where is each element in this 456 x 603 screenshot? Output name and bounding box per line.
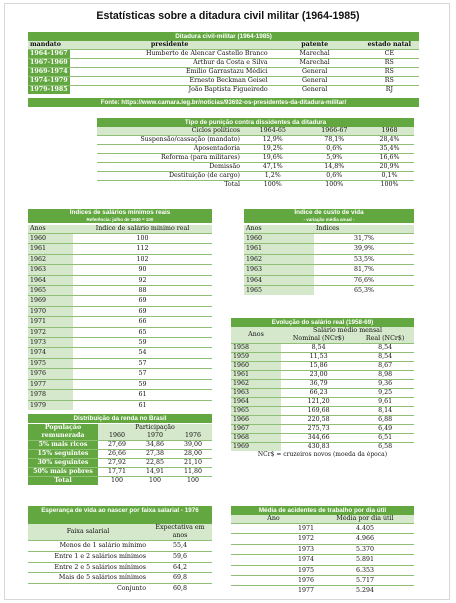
accidents-year-cell: 1971 (231, 524, 316, 534)
income-cell: 100 (174, 477, 212, 486)
punishment-cell: 5,9% (304, 154, 366, 163)
presidents-cell: RJ (360, 86, 419, 95)
real-salary-note: NCr$ = cruzeiros novos (moeda da época) (257, 451, 388, 458)
wage-index-value-cell: 100 (73, 234, 212, 244)
income-row (28, 450, 212, 459)
wage-index-row (28, 265, 212, 275)
life-band-title: Esperança de vida ao nascer por faixa salarial - 1976 (41, 507, 199, 514)
real-salary-year-cell: 1960 (231, 362, 281, 371)
life-header-row (28, 524, 212, 541)
wage-index-value-cell: 61 (73, 390, 212, 400)
real-salary-header-cell: Anos (231, 327, 281, 344)
income-row (28, 477, 212, 486)
life-value-cell: 69,8 (148, 573, 212, 584)
punishment-cell: 100% (365, 181, 414, 190)
presidents-row (28, 59, 419, 68)
income-cell: 26,66 (98, 450, 136, 459)
real-salary-nominal-cell: 8,54 (281, 344, 356, 353)
real-salary-year-cell: 1969 (231, 443, 281, 452)
real-salary-nominal-cell: 23,00 (281, 371, 356, 380)
real-salary-year-cell: 1959 (231, 353, 281, 362)
real-salary-real-cell: 8,54 (356, 353, 414, 362)
wage-index-row (28, 327, 212, 337)
cost-of-living-row (244, 254, 414, 264)
wage-index-year-cell: 1975 (28, 358, 73, 368)
wage-index-year-cell: 1961 (28, 244, 73, 254)
wage-index-row (28, 244, 212, 254)
life-value-cell: 55,4 (148, 541, 212, 552)
wage-index-row (28, 317, 212, 327)
cost-of-living-value-cell: 76,6% (314, 275, 414, 285)
wage-index-year-cell: 1969 (28, 296, 73, 306)
real-salary-row (231, 380, 414, 389)
real-salary-real-cell: 9,36 (356, 380, 414, 389)
cost-of-living-year-cell: 1961 (244, 244, 314, 254)
punishment-cell: 16,6% (365, 154, 414, 163)
real-salary-year-cell: 1965 (231, 407, 281, 416)
real-salary-row (231, 389, 414, 398)
life-row (28, 541, 212, 552)
wage-index-year-cell: 1965 (28, 286, 73, 296)
wage-index-header-row (28, 225, 212, 234)
real-salary-nominal-cell: 36,79 (281, 380, 356, 389)
wage-index-row (28, 286, 212, 296)
presidents-row (28, 68, 419, 77)
presidents-header-cell: patente (270, 41, 360, 50)
cost-of-living-row (244, 244, 414, 254)
life-range-cell: Entre 1 e 2 salários mínimos (28, 551, 148, 562)
income-band: Distribuição da renda no Brasil (28, 414, 212, 423)
income-cell: 50% mais pobres (28, 468, 98, 477)
presidents-cell: RS (360, 68, 419, 77)
income-table (28, 424, 212, 485)
presidents-row (28, 86, 419, 95)
income-cell: 30% seguintes (28, 459, 98, 468)
cost-of-living-year-cell: 1962 (244, 254, 314, 264)
wage-index-year-cell: 1971 (28, 317, 73, 327)
accidents-value-cell: 5.370 (316, 544, 414, 554)
cost-of-living-year-cell: 1960 (244, 234, 314, 244)
presidents-cell: General (270, 68, 360, 77)
wage-index-row (28, 369, 212, 379)
wage-index-value-cell: 112 (73, 244, 212, 254)
presidents-source: Fonte: https://www.camara.leg.br/noticias/93692-os-presidentes-da-ditadura-militar/ (28, 98, 419, 107)
punishment-cell: 35,4% (365, 145, 414, 154)
cost-of-living-year-cell: 1964 (244, 275, 314, 285)
cost-of-living-subband: - variação média anual - (244, 217, 414, 223)
income-cell: 14,91 (136, 468, 174, 477)
real-salary-year-cell: 1958 (231, 344, 281, 353)
real-salary-header-row (231, 327, 414, 335)
presidents-cell: RS (360, 77, 419, 86)
accidents-value-cell: 5.717 (316, 576, 414, 586)
cost-of-living-header-cell: Índices (314, 225, 414, 234)
cost-of-living-value-cell: 81,7% (314, 265, 414, 275)
real-salary-real-cell: 8,67 (356, 362, 414, 371)
real-salary-row (231, 416, 414, 425)
wage-index-row (28, 275, 212, 285)
accidents-row (231, 555, 414, 565)
life-range-cell: Mais de 5 salários mínimos (28, 573, 148, 584)
presidents-row (28, 77, 419, 86)
accidents-table (231, 515, 414, 596)
cost-of-living-value-cell: 39,9% (314, 244, 414, 254)
wage-index-band: Índices de salários mínimos reais (28, 209, 212, 217)
accidents-value-cell: 6.353 (316, 565, 414, 575)
presidents-cell: General (270, 77, 360, 86)
presidents-header-cell: estado natal (360, 41, 419, 50)
cost-of-living-value-cell: 31,7% (314, 234, 414, 244)
accidents-band: Média de acidentes de trabalho por dia útil (231, 506, 414, 515)
income-year-header: 1976 (174, 432, 212, 441)
presidents-header-cell: presidente (70, 41, 270, 50)
income-cell: 100 (98, 477, 136, 486)
accidents-header-cell: Média por dia útil (316, 515, 414, 524)
presidents-cell: Marechal (270, 50, 360, 59)
real-salary-nominal-cell: 220,58 (281, 416, 356, 425)
life-value-cell: 60,8 (148, 584, 212, 594)
presidents-cell: Ernesto Beckman Geisel (70, 77, 270, 86)
accidents-row (231, 544, 414, 554)
cost-of-living-value-cell: 65,3% (314, 286, 414, 296)
real-salary-real-cell: 6,51 (356, 434, 414, 443)
income-cell: 27,38 (136, 450, 174, 459)
accidents-header-row (231, 515, 414, 524)
real-salary-header-cell: Salário médio mensal (281, 327, 414, 335)
real-salary-subheader-cell: Real (NCr$) (356, 335, 414, 344)
accidents-value-cell: 4.966 (316, 534, 414, 544)
life-range-cell: Menos de 1 salário mínimo (28, 541, 148, 552)
life-row (28, 551, 212, 562)
income-population-header: População remunerada (28, 424, 98, 441)
real-salary-real-cell: 6,88 (356, 416, 414, 425)
income-year-header: 1970 (136, 432, 174, 441)
accidents-value-cell: 5.294 (316, 586, 414, 596)
cost-of-living-row (244, 275, 414, 285)
wage-index-value-cell: 66 (73, 317, 212, 327)
punishment-cell: 100% (242, 181, 304, 190)
real-salary-note-row (231, 451, 414, 459)
punishment-cell: 12,9% (242, 136, 304, 145)
wage-index-subband: Referência: julho de 1940 = 100 (28, 217, 212, 223)
presidents-header-cell: mandato (28, 41, 70, 50)
wage-index-value-cell: 54 (73, 348, 212, 358)
punishment-cell: Demissão (97, 163, 242, 172)
presidents-header-row (28, 41, 419, 50)
cost-of-living-header-row (244, 225, 414, 234)
cost-of-living-year-cell: 1965 (244, 286, 314, 296)
punishment-cell: 28,4% (365, 136, 414, 145)
presidents-cell: Arthur da Costa e Silva (70, 59, 270, 68)
punishment-header-cell: 1964-65 (242, 127, 304, 136)
cost-of-living-row (244, 265, 414, 275)
wage-index-row (28, 358, 212, 368)
real-salary-row (231, 371, 414, 380)
punishment-cell: 19,2% (242, 145, 304, 154)
wage-index-value-cell: 69 (73, 306, 212, 316)
income-cell: 22,85 (136, 459, 174, 468)
presidents-cell: 1979-1985 (30, 86, 68, 93)
income-cell: Total (28, 477, 98, 486)
presidents-cell: 1967-1969 (30, 59, 68, 66)
accidents-row (231, 534, 414, 544)
real-salary-year-cell: 1964 (231, 398, 281, 407)
punishment-header-cell: 1968 (365, 127, 414, 136)
income-row (28, 441, 212, 450)
wage-index-value-cell: 59 (73, 338, 212, 348)
wage-index-value-cell: 90 (73, 265, 212, 275)
real-salary-row (231, 398, 414, 407)
wage-index-table (28, 225, 212, 410)
punishment-header-row (97, 127, 414, 136)
punishment-header-cell: 1966-67 (304, 127, 366, 136)
punishment-band: Tipo de punição contra dissidentes da ditadura (97, 118, 414, 127)
income-cell: 27,92 (98, 459, 136, 468)
wage-index-year-cell: 1978 (28, 390, 73, 400)
cost-of-living-value-cell: 53,5% (314, 254, 414, 264)
wage-index-year-cell: 1962 (28, 254, 73, 264)
punishment-cell: 47,1% (242, 163, 304, 172)
income-cell: 21,10 (174, 459, 212, 468)
presidents-cell: João Baptista Figueiredo (70, 86, 270, 95)
accidents-year-cell: 1977 (231, 586, 316, 596)
wage-index-value-cell: 61 (73, 400, 212, 410)
real-salary-row (231, 434, 414, 443)
punishment-cell: Destituição (de cargo) (97, 172, 242, 181)
presidents-cell: RS (360, 59, 419, 68)
accidents-row (231, 524, 414, 534)
accidents-year-cell: 1972 (231, 534, 316, 544)
wage-index-row (28, 296, 212, 306)
real-salary-nominal-cell: 275,73 (281, 425, 356, 434)
income-cell: 34,86 (136, 441, 174, 450)
income-cell: 39,00 (174, 441, 212, 450)
punishment-cell: 14,8% (304, 163, 366, 172)
wage-index-value-cell: 102 (73, 254, 212, 264)
wage-index-row (28, 338, 212, 348)
presidents-cell: 1969-1974 (30, 68, 68, 75)
income-cell: 17,71 (98, 468, 136, 477)
punishment-row (97, 136, 414, 145)
real-salary-nominal-cell: 344,66 (281, 434, 356, 443)
punishment-cell: 20,9% (365, 163, 414, 172)
real-salary-year-cell: 1961 (231, 371, 281, 380)
wage-index-row (28, 234, 212, 244)
wage-index-year-cell: 1973 (28, 338, 73, 348)
wage-index-header-cell: Índice de salário mínimo real (73, 225, 212, 234)
life-value-cell: 64,2 (148, 562, 212, 573)
cost-of-living-row (244, 234, 414, 244)
income-header-row (28, 424, 212, 432)
wage-index-row (28, 379, 212, 389)
accidents-year-cell: 1975 (231, 565, 316, 575)
income-row (28, 459, 212, 468)
life-header-cell: Expectativa em anos (148, 524, 212, 541)
real-salary-row (231, 362, 414, 371)
wage-index-year-cell: 1972 (28, 327, 73, 337)
presidents-row (28, 50, 419, 59)
cost-of-living-band: Índice de custo de vida (244, 209, 414, 217)
presidents-cell: CE (360, 50, 419, 59)
wage-index-year-cell: 1977 (28, 379, 73, 389)
income-year-header: 1960 (98, 432, 136, 441)
real-salary-table (231, 327, 414, 459)
punishment-cell: Total (97, 181, 242, 190)
punishment-cell: Reforma (para militares) (97, 154, 242, 163)
punishment-table (97, 127, 414, 189)
income-cell: 15% seguintes (28, 450, 98, 459)
wage-index-year-cell: 1960 (28, 234, 73, 244)
presidents-cell: General (270, 86, 360, 95)
real-salary-row (231, 443, 414, 452)
real-salary-nominal-cell: 121,20 (281, 398, 356, 407)
cost-of-living-row (244, 286, 414, 296)
real-salary-real-cell: 9,61 (356, 398, 414, 407)
real-salary-year-cell: 1962 (231, 380, 281, 389)
punishment-row (97, 163, 414, 172)
real-salary-real-cell: 6,49 (356, 425, 414, 434)
punishment-row (97, 172, 414, 181)
real-salary-row (231, 353, 414, 362)
presidents-table (28, 41, 419, 94)
wage-index-year-cell: 1976 (28, 369, 73, 379)
presidents-cell: Humberto de Alencar Castello Branco (70, 50, 270, 59)
wage-index-value-cell: 88 (73, 286, 212, 296)
accidents-value-cell: 4.405 (316, 524, 414, 534)
punishment-cell: 0,6% (304, 172, 366, 181)
income-participation-header: Participação (98, 424, 212, 432)
wage-index-value-cell: 59 (73, 379, 212, 389)
income-cell: 11,80 (174, 468, 212, 477)
accidents-header-cell: Ano (231, 515, 316, 524)
wage-index-row (28, 390, 212, 400)
punishment-row (97, 145, 414, 154)
real-salary-real-cell: 8,54 (356, 344, 414, 353)
accidents-year-cell: 1976 (231, 576, 316, 586)
real-salary-row (231, 344, 414, 353)
life-range-cell: Conjunto (28, 584, 148, 594)
real-salary-row (231, 407, 414, 416)
real-salary-real-cell: 8,98 (356, 371, 414, 380)
real-salary-subheader-cell: Nominal (NCr$) (281, 335, 356, 344)
wage-index-value-cell: 57 (73, 369, 212, 379)
punishment-cell: 19,6% (242, 154, 304, 163)
life-range-cell: Entre 2 e 5 salários mínimos (28, 562, 148, 573)
presidents-cell: 1974-1979 (30, 77, 68, 84)
real-salary-nominal-cell: 66,23 (281, 389, 356, 398)
wage-index-year-cell: 1970 (28, 306, 73, 316)
real-salary-nominal-cell: 169,68 (281, 407, 356, 416)
punishment-cell: Aposentadoria (97, 145, 242, 154)
real-salary-real-cell: 8,14 (356, 407, 414, 416)
presidents-cell: 1964-1967 (30, 50, 68, 57)
punishment-cell: 1,2% (242, 172, 304, 181)
real-salary-nominal-cell: 11,53 (281, 353, 356, 362)
punishment-header-cell: Ciclos políticos (97, 127, 242, 136)
life-expectancy-table (28, 524, 212, 594)
punishment-cell: 78,1% (304, 136, 366, 145)
real-salary-year-cell: 1967 (231, 425, 281, 434)
cost-of-living-header-cell: Anos (244, 225, 314, 234)
real-salary-real-cell: 6,58 (356, 443, 414, 452)
accidents-row (231, 586, 414, 596)
punishment-cell: 100% (304, 181, 366, 190)
wage-index-value-cell: 92 (73, 275, 212, 285)
income-cell: 5% mais ricos (28, 441, 98, 450)
punishment-cell: 0,1% (365, 172, 414, 181)
income-row (28, 468, 212, 477)
accidents-value-cell: 5.891 (316, 555, 414, 565)
wage-index-row (28, 400, 212, 410)
wage-index-row (28, 254, 212, 264)
income-cell: 100 (136, 477, 174, 486)
real-salary-band: Evolução do salário real (1958-69) (231, 318, 414, 327)
accidents-row (231, 565, 414, 575)
wage-index-year-cell: 1963 (28, 265, 73, 275)
life-band (28, 506, 212, 524)
real-salary-nominal-cell: 15,86 (281, 362, 356, 371)
punishment-cell: Suspensão/cassação (mandato) (97, 136, 242, 145)
wage-index-value-cell: 65 (73, 327, 212, 337)
presidents-band: Ditadura civil-militar (1964-1985) (28, 32, 419, 41)
real-salary-real-cell: 9,25 (356, 389, 414, 398)
punishment-row (97, 181, 414, 190)
real-salary-year-cell: 1963 (231, 389, 281, 398)
real-salary-year-cell: 1968 (231, 434, 281, 443)
real-salary-year-cell: 1966 (231, 416, 281, 425)
punishment-cell: 0,6% (304, 145, 366, 154)
presidents-cell: Emílio Garrastazu Médici (70, 68, 270, 77)
wage-index-value-cell: 69 (73, 296, 212, 306)
cost-of-living-table (244, 225, 414, 295)
cost-of-living-year-cell: 1963 (244, 265, 314, 275)
life-row (28, 562, 212, 573)
life-header-cell: Faixa salarial (28, 524, 148, 541)
accidents-year-cell: 1974 (231, 555, 316, 565)
presidents-cell: Marechal (270, 59, 360, 68)
income-cell: 27,69 (98, 441, 136, 450)
real-salary-nominal-cell: 430,83 (281, 443, 356, 452)
wage-index-year-cell: 1964 (28, 275, 73, 285)
wage-index-value-cell: 57 (73, 358, 212, 368)
wage-index-year-cell: 1979 (28, 400, 73, 410)
page-title: Estatísticas sobre a ditadura civil militar (1964-1985) (96, 10, 360, 22)
wage-index-row (28, 348, 212, 358)
punishment-row (97, 154, 414, 163)
income-cell: 28,00 (174, 450, 212, 459)
wage-index-row (28, 306, 212, 316)
life-row (28, 584, 212, 594)
wage-index-year-cell: 1974 (28, 348, 73, 358)
real-salary-row (231, 425, 414, 434)
life-value-cell: 59,6 (148, 551, 212, 562)
wage-index-header-cell: Anos (28, 225, 73, 234)
accidents-row (231, 576, 414, 586)
accidents-year-cell: 1973 (231, 544, 316, 554)
life-row (28, 573, 212, 584)
